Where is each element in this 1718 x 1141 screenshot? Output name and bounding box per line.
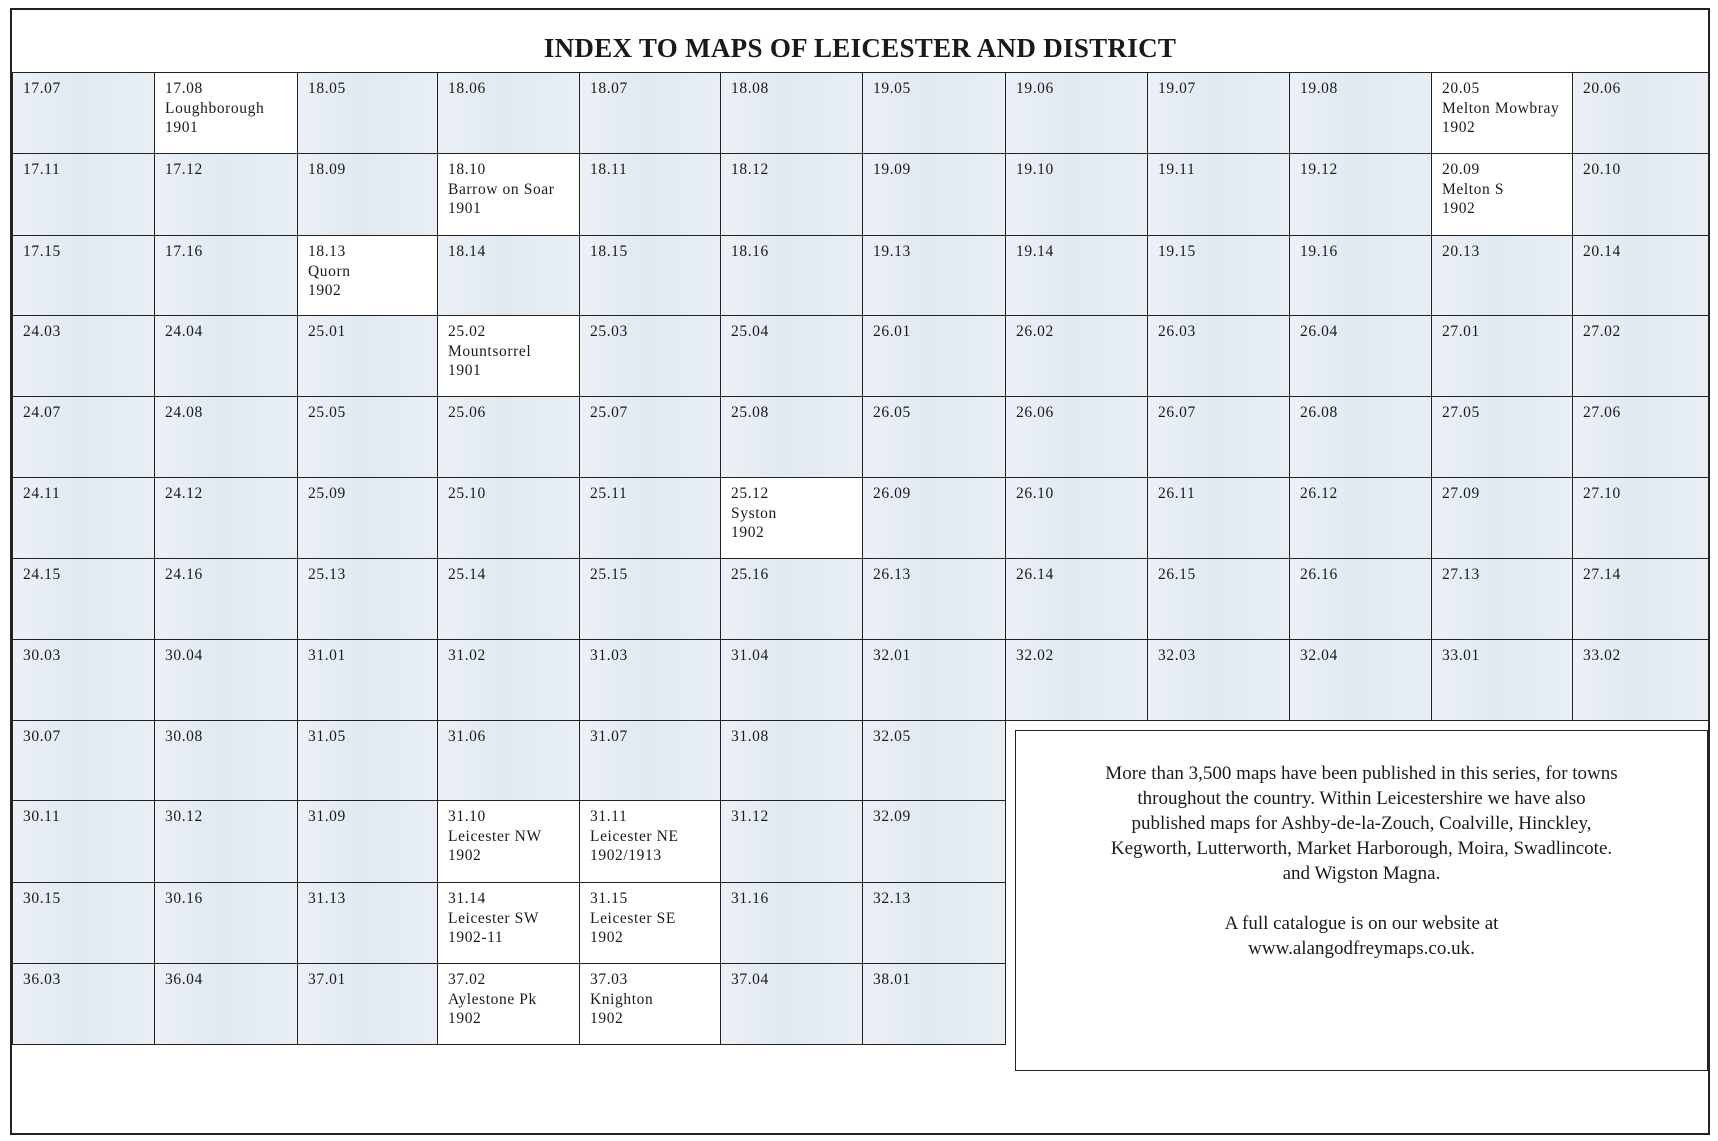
map-sheet-cell[interactable]	[154, 235, 298, 316]
map-sheet-cell[interactable]	[720, 720, 863, 801]
sheet-number: 24.08	[165, 404, 203, 421]
map-sheet-cell[interactable]	[1147, 235, 1290, 316]
sheet-number: 25.11	[590, 485, 628, 502]
map-sheet-cell-published[interactable]	[437, 800, 580, 883]
map-sheet-cell[interactable]	[1147, 477, 1290, 559]
map-sheet-cell[interactable]	[1005, 477, 1148, 559]
note-line: and Wigston Magna.	[1282, 863, 1441, 884]
sheet-number: 18.15	[590, 243, 628, 260]
sheet-number: 18.08	[731, 80, 769, 97]
map-sheet-cell[interactable]	[437, 235, 580, 316]
map-sheet-cell[interactable]	[12, 396, 155, 478]
sheet-number: 26.03	[1158, 323, 1196, 340]
map-sheet-cell[interactable]	[720, 639, 863, 721]
sheet-number: 26.13	[873, 566, 911, 583]
sheet-number: 18.11	[590, 161, 628, 178]
sheet-number: 19.08	[1300, 80, 1338, 97]
map-sheet-cell[interactable]	[579, 72, 721, 154]
sheet-number: 24.04	[165, 323, 203, 340]
map-sheet-cell[interactable]	[12, 315, 155, 397]
map-sheet-cell[interactable]	[1147, 558, 1290, 640]
map-sheet-cell-published[interactable]	[1431, 72, 1573, 154]
map-sheet-cell[interactable]	[579, 235, 721, 316]
map-sheet-cell[interactable]	[1005, 72, 1148, 154]
map-sheet-cell[interactable]	[862, 396, 1006, 478]
map-sheet-cell[interactable]	[1005, 558, 1148, 640]
map-sheet-cell[interactable]	[12, 963, 155, 1045]
sheet-number: 26.01	[873, 323, 911, 340]
sheet-number: 24.12	[165, 485, 203, 502]
map-sheet-cell-published[interactable]	[297, 235, 438, 316]
map-sheet-cell[interactable]	[12, 800, 155, 883]
map-sheet-cell[interactable]	[1572, 153, 1709, 236]
sheet-number: 17.15	[23, 243, 61, 260]
sheet-number: 20.13	[1442, 243, 1480, 260]
map-sheet-cell[interactable]	[720, 315, 863, 397]
sheet-number: 37.01	[308, 971, 346, 988]
map-sheet-cell[interactable]	[1147, 639, 1290, 721]
sheet-number: 26.05	[873, 404, 911, 421]
map-sheet-cell-published[interactable]	[579, 800, 721, 883]
sheet-number: 25.04	[731, 323, 769, 340]
sheet-number: 27.13	[1442, 566, 1480, 583]
map-sheet-cell[interactable]	[1289, 235, 1432, 316]
sheet-number: 19.14	[1016, 243, 1054, 260]
town-name: Quorn	[308, 262, 351, 280]
map-sheet-cell[interactable]	[154, 720, 298, 801]
page-title: INDEX TO MAPS OF LEICESTER AND DISTRICT	[543, 33, 1177, 63]
catalogue-text: A full catalogue is on our website at	[1224, 913, 1499, 934]
sheet-number: 36.04	[165, 971, 203, 988]
map-sheet-cell[interactable]	[720, 396, 863, 478]
sheet-number: 17.08	[165, 80, 203, 97]
sheet-number: 19.10	[1016, 161, 1054, 178]
sheet-number: 26.07	[1158, 404, 1196, 421]
sheet-number: 32.13	[873, 890, 911, 907]
map-sheet-cell[interactable]	[437, 558, 580, 640]
map-sheet-cell[interactable]	[720, 72, 863, 154]
sheet-number: 18.14	[448, 243, 486, 260]
map-sheet-cell[interactable]	[862, 963, 1006, 1045]
town-name: Melton S	[1442, 180, 1505, 198]
map-sheet-cell[interactable]	[1431, 396, 1573, 478]
town-name: Barrow on Soar	[448, 180, 555, 198]
sheet-number: 19.05	[873, 80, 911, 97]
sheet-number: 31.06	[448, 728, 486, 745]
note-line: published maps for Ashby-de-la-Zouch, Coalville, Hinckley,	[1131, 813, 1592, 834]
sheet-number: 20.14	[1583, 243, 1621, 260]
map-sheet-cell[interactable]	[1289, 639, 1432, 721]
sheet-number: 20.10	[1583, 161, 1621, 178]
sheet-number: 32.04	[1300, 647, 1338, 664]
sheet-number: 18.16	[731, 243, 769, 260]
sheet-number: 31.07	[590, 728, 628, 745]
note-line: Kegworth, Lutterworth, Market Harborough, Moira, Swadlincote.	[1110, 838, 1613, 859]
map-sheet-cell[interactable]	[437, 477, 580, 559]
sheet-number: 18.10	[448, 161, 486, 178]
sheet-number: 25.03	[590, 323, 628, 340]
sheet-number: 31.16	[731, 890, 769, 907]
map-sheet-cell[interactable]	[1431, 558, 1573, 640]
town-name: Loughborough	[165, 99, 265, 117]
sheet-number: 26.09	[873, 485, 911, 502]
map-sheet-cell[interactable]	[297, 315, 438, 397]
sheet-number: 27.09	[1442, 485, 1480, 502]
sheet-number: 32.05	[873, 728, 911, 745]
sheet-number: 27.14	[1583, 566, 1621, 583]
map-sheet-cell[interactable]	[297, 882, 438, 964]
sheet-number: 30.08	[165, 728, 203, 745]
map-sheet-cell[interactable]	[297, 153, 438, 236]
map-sheet-cell[interactable]	[12, 477, 155, 559]
map-sheet-cell[interactable]	[862, 800, 1006, 883]
map-sheet-cell[interactable]	[297, 963, 438, 1045]
sheet-number: 26.12	[1300, 485, 1338, 502]
map-index-sheet	[10, 8, 1710, 1135]
map-sheet-cell[interactable]	[297, 720, 438, 801]
sheet-number: 19.12	[1300, 161, 1338, 178]
map-sheet-cell[interactable]	[1572, 558, 1709, 640]
map-sheet-cell[interactable]	[1289, 153, 1432, 236]
sheet-number: 26.15	[1158, 566, 1196, 583]
map-sheet-cell-published[interactable]	[579, 882, 721, 964]
map-year: 1901	[165, 119, 199, 136]
sheet-number: 31.02	[448, 647, 486, 664]
map-year: 1902	[308, 282, 342, 299]
map-sheet-cell[interactable]	[1147, 153, 1290, 236]
sheet-number: 25.07	[590, 404, 628, 421]
map-sheet-cell[interactable]	[720, 963, 863, 1045]
map-sheet-cell[interactable]	[1431, 315, 1573, 397]
sheet-number: 30.03	[23, 647, 61, 664]
sheet-number: 26.04	[1300, 323, 1338, 340]
sheet-number: 31.05	[308, 728, 346, 745]
map-sheet-cell[interactable]	[862, 882, 1006, 964]
town-name: Melton Mowbray	[1442, 99, 1560, 117]
map-sheet-cell[interactable]	[579, 153, 721, 236]
sheet-number: 31.11	[590, 808, 628, 825]
sheet-number: 38.01	[873, 971, 911, 988]
sheet-number: 25.06	[448, 404, 486, 421]
map-sheet-cell[interactable]	[437, 396, 580, 478]
website-link[interactable]: www.alangodfreymaps.co.uk.	[1248, 938, 1475, 959]
map-sheet-cell-published[interactable]	[1431, 153, 1573, 236]
map-sheet-cell[interactable]	[297, 72, 438, 154]
map-sheet-cell[interactable]	[862, 720, 1006, 801]
map-sheet-cell[interactable]	[720, 800, 863, 883]
map-sheet-cell[interactable]	[1572, 72, 1709, 154]
map-sheet-cell[interactable]	[154, 882, 298, 964]
sheet-number: 17.11	[23, 161, 61, 178]
map-sheet-cell[interactable]	[579, 396, 721, 478]
sheet-number: 31.13	[308, 890, 346, 907]
sheet-number: 31.14	[448, 890, 486, 907]
map-sheet-cell[interactable]	[12, 153, 155, 236]
sheet-number: 30.12	[165, 808, 203, 825]
map-sheet-cell[interactable]	[297, 800, 438, 883]
map-sheet-cell-published[interactable]	[154, 72, 298, 154]
map-sheet-cell[interactable]	[862, 153, 1006, 236]
sheet-number: 30.04	[165, 647, 203, 664]
map-sheet-cell[interactable]	[154, 558, 298, 640]
sheet-number: 37.02	[448, 971, 486, 988]
sheet-number: 19.11	[1158, 161, 1196, 178]
sheet-number: 31.01	[308, 647, 346, 664]
sheet-number: 19.07	[1158, 80, 1196, 97]
map-sheet-cell[interactable]	[1005, 315, 1148, 397]
sheet-number: 25.16	[731, 566, 769, 583]
sheet-number: 32.09	[873, 808, 911, 825]
sheet-number: 20.05	[1442, 80, 1480, 97]
sheet-number: 19.15	[1158, 243, 1196, 260]
map-sheet-cell[interactable]	[579, 558, 721, 640]
map-sheet-cell[interactable]	[297, 558, 438, 640]
sheet-number: 37.04	[731, 971, 769, 988]
map-sheet-cell[interactable]	[579, 315, 721, 397]
town-name: Aylestone Pk	[448, 990, 537, 1008]
map-sheet-cell[interactable]	[1005, 153, 1148, 236]
sheet-number: 33.02	[1583, 647, 1621, 664]
map-year: 1902	[1442, 200, 1476, 217]
map-year: 1902	[590, 1010, 624, 1027]
sheet-number: 32.03	[1158, 647, 1196, 664]
sheet-number: 25.01	[308, 323, 346, 340]
sheet-number: 26.16	[1300, 566, 1338, 583]
map-sheet-cell[interactable]	[862, 639, 1006, 721]
map-sheet-cell[interactable]	[1572, 315, 1709, 397]
sheet-number: 30.16	[165, 890, 203, 907]
sheet-number: 27.06	[1583, 404, 1621, 421]
map-sheet-cell[interactable]	[154, 396, 298, 478]
sheet-number: 24.07	[23, 404, 61, 421]
sheet-number: 18.09	[308, 161, 346, 178]
map-sheet-cell[interactable]	[12, 720, 155, 801]
info-note	[1015, 730, 1708, 1071]
map-sheet-cell[interactable]	[1572, 396, 1709, 478]
map-sheet-cell[interactable]	[1289, 558, 1432, 640]
map-sheet-cell[interactable]	[154, 800, 298, 883]
sheet-number: 19.09	[873, 161, 911, 178]
sheet-number: 25.14	[448, 566, 486, 583]
sheet-number: 20.06	[1583, 80, 1621, 97]
map-sheet-cell-published[interactable]	[579, 963, 721, 1045]
map-year: 1902/1913	[590, 847, 662, 864]
map-sheet-cell[interactable]	[154, 963, 298, 1045]
sheet-number: 19.06	[1016, 80, 1054, 97]
map-year: 1901	[448, 362, 482, 379]
map-sheet-cell[interactable]	[720, 558, 863, 640]
map-sheet-cell[interactable]	[1572, 639, 1709, 721]
note-spacer	[1016, 886, 1707, 911]
map-sheet-cell[interactable]	[862, 558, 1006, 640]
sheet-number: 32.02	[1016, 647, 1054, 664]
sheet-number: 37.03	[590, 971, 628, 988]
map-sheet-cell[interactable]	[297, 396, 438, 478]
map-sheet-cell[interactable]	[1572, 477, 1709, 559]
map-sheet-cell[interactable]	[720, 153, 863, 236]
sheet-number: 26.08	[1300, 404, 1338, 421]
map-sheet-cell[interactable]	[154, 477, 298, 559]
map-sheet-cell[interactable]	[720, 235, 863, 316]
map-sheet-cell-published[interactable]	[437, 153, 580, 236]
sheet-number: 18.06	[448, 80, 486, 97]
town-name: Leicester SW	[448, 909, 540, 927]
map-sheet-cell[interactable]	[12, 639, 155, 721]
map-sheet-cell-published[interactable]	[437, 882, 580, 964]
sheet-number: 25.02	[448, 323, 486, 340]
map-year: 1901	[448, 200, 482, 217]
map-sheet-cell[interactable]	[437, 720, 580, 801]
sheet-number: 31.04	[731, 647, 769, 664]
sheet-number: 18.05	[308, 80, 346, 97]
map-sheet-cell-published[interactable]	[437, 963, 580, 1045]
sheet-number: 24.15	[23, 566, 61, 583]
sheet-number: 18.13	[308, 243, 346, 260]
note-line: throughout the country. Within Leicestershire we have also	[1137, 788, 1586, 809]
sheet-number: 24.11	[23, 485, 61, 502]
sheet-number: 25.13	[308, 566, 346, 583]
sheet-number: 31.12	[731, 808, 769, 825]
sheet-number: 27.10	[1583, 485, 1621, 502]
sheet-number: 25.08	[731, 404, 769, 421]
map-sheet-cell[interactable]	[1431, 477, 1573, 559]
map-sheet-cell[interactable]	[1005, 396, 1148, 478]
map-sheet-cell[interactable]	[1147, 72, 1290, 154]
map-year: 1902	[448, 847, 482, 864]
map-year: 1902	[731, 524, 765, 541]
map-year: 1902	[590, 929, 624, 946]
sheet-number: 26.10	[1016, 485, 1054, 502]
sheet-number: 31.09	[308, 808, 346, 825]
map-sheet-cell[interactable]	[12, 558, 155, 640]
map-sheet-cell[interactable]	[12, 235, 155, 316]
map-sheet-cell[interactable]	[720, 882, 863, 964]
map-sheet-cell[interactable]	[1289, 72, 1432, 154]
map-sheet-cell-published[interactable]	[720, 477, 863, 559]
sheet-number: 25.15	[590, 566, 628, 583]
sheet-number: 19.16	[1300, 243, 1338, 260]
sheet-number: 25.12	[731, 485, 769, 502]
sheet-number: 31.10	[448, 808, 486, 825]
sheet-number: 27.02	[1583, 323, 1621, 340]
map-sheet-cell[interactable]	[12, 882, 155, 964]
sheet-number: 27.05	[1442, 404, 1480, 421]
map-sheet-cell-published[interactable]	[437, 315, 580, 397]
town-name: Leicester NE	[590, 827, 679, 845]
sheet-number: 30.07	[23, 728, 61, 745]
map-sheet-cell[interactable]	[1572, 235, 1709, 316]
map-sheet-cell[interactable]	[297, 477, 438, 559]
town-name: Mountsorrel	[448, 342, 532, 360]
map-year: 1902	[1442, 119, 1476, 136]
sheet-number: 30.11	[23, 808, 61, 825]
map-sheet-cell[interactable]	[579, 477, 721, 559]
map-sheet-cell[interactable]	[1289, 315, 1432, 397]
sheet-number: 33.01	[1442, 647, 1480, 664]
sheet-number: 26.11	[1158, 485, 1196, 502]
map-sheet-cell[interactable]	[1289, 477, 1432, 559]
sheet-number: 26.06	[1016, 404, 1054, 421]
map-sheet-cell[interactable]	[862, 477, 1006, 559]
map-sheet-cell[interactable]	[297, 639, 438, 721]
sheet-number: 31.15	[590, 890, 628, 907]
map-sheet-cell[interactable]	[1005, 235, 1148, 316]
map-year: 1902-11	[448, 929, 504, 946]
map-sheet-cell[interactable]	[862, 72, 1006, 154]
map-sheet-cell[interactable]	[1147, 396, 1290, 478]
map-sheet-cell[interactable]	[1147, 315, 1290, 397]
sheet-number: 25.09	[308, 485, 346, 502]
map-sheet-cell[interactable]	[437, 639, 580, 721]
sheet-number: 24.16	[165, 566, 203, 583]
sheet-number: 32.01	[873, 647, 911, 664]
sheet-number: 25.05	[308, 404, 346, 421]
sheet-number: 18.12	[731, 161, 769, 178]
town-name: Leicester SE	[590, 909, 676, 927]
map-sheet-cell[interactable]	[862, 315, 1006, 397]
sheet-number: 26.02	[1016, 323, 1054, 340]
sheet-number: 17.07	[23, 80, 61, 97]
map-sheet-cell[interactable]	[1431, 235, 1573, 316]
map-sheet-cell[interactable]	[1005, 639, 1148, 721]
sheet-number: 27.01	[1442, 323, 1480, 340]
sheet-number: 36.03	[23, 971, 61, 988]
note-line: More than 3,500 maps have been published in this series, for towns	[1105, 763, 1618, 784]
sheet-number: 17.16	[165, 243, 203, 260]
town-name: Syston	[731, 504, 777, 522]
map-sheet-cell[interactable]	[437, 72, 580, 154]
map-sheet-cell[interactable]	[12, 72, 155, 154]
sheet-number: 31.03	[590, 647, 628, 664]
map-sheet-cell[interactable]	[1289, 396, 1432, 478]
sheet-number: 26.14	[1016, 566, 1054, 583]
map-sheet-cell[interactable]	[154, 315, 298, 397]
sheet-number: 17.12	[165, 161, 203, 178]
map-sheet-cell[interactable]	[579, 720, 721, 801]
map-year: 1902	[448, 1010, 482, 1027]
sheet-number: 24.03	[23, 323, 61, 340]
sheet-number: 25.10	[448, 485, 486, 502]
sheet-number: 20.09	[1442, 161, 1480, 178]
town-name: Leicester NW	[448, 827, 542, 845]
map-sheet-cell[interactable]	[579, 639, 721, 721]
sheet-number: 19.13	[873, 243, 911, 260]
sheet-number: 30.15	[23, 890, 61, 907]
town-name: Knighton	[590, 990, 654, 1008]
map-sheet-cell[interactable]	[154, 639, 298, 721]
sheet-number: 18.07	[590, 80, 628, 97]
map-sheet-cell[interactable]	[1431, 639, 1573, 721]
sheet-number: 31.08	[731, 728, 769, 745]
map-sheet-cell[interactable]	[862, 235, 1006, 316]
map-sheet-cell[interactable]	[154, 153, 298, 236]
